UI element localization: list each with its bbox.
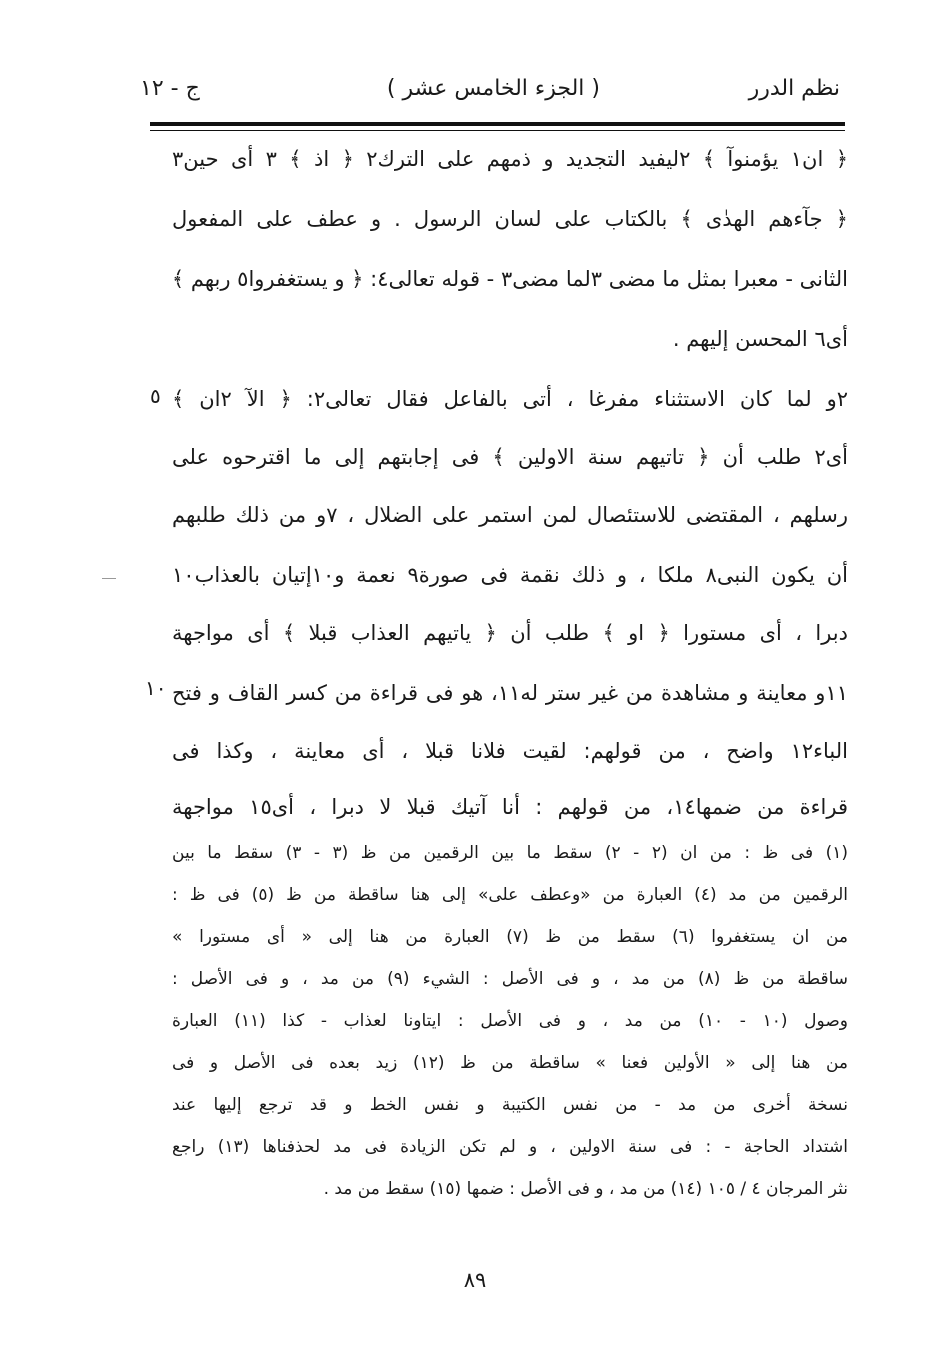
text-line: ﴿ ان١ يؤمنوآ ﴾ ٢ليفيد التجديد و ذمهم على الترك٢ ﴿ اذ ﴾ ٣ أى حين٣ bbox=[172, 147, 848, 171]
book-title: نظم الدرر bbox=[748, 76, 840, 101]
text-line: أى٢ طلب أن ﴿ تاتيهم سنة الاولين ﴾ فى إجابتهم إلى ما اقترحوه على bbox=[172, 445, 848, 469]
text-line: ﴿ جآءهم الهدٰى ﴾ بالكتاب على لسان الرسول . و عطف على المفعول bbox=[172, 207, 848, 231]
page-header bbox=[140, 76, 840, 116]
text-line: أن يكون النبى٨ ملكا ، و ذلك نقمة فى صورة٩ نعمة و١٠إتيان بالعذاب١٠ bbox=[172, 563, 848, 587]
footnote-line: من هنا إلى « الأولين فعنا » ساقطة من ظ (١٢) زيد بعده فى الأصل و فى bbox=[172, 1053, 848, 1073]
footnote-line: ساقطة من ظ (٨) من مد ، و فى الأصل : الشيء (٩) من مد ، و فى الأصل : bbox=[172, 969, 848, 989]
page-reference: ج - ١٢ bbox=[140, 76, 200, 101]
text-line: قراءة من ضمها١٤، من قولهم : أنا آتيك قبلا لا دبرا ، أى١٥ مواجهة bbox=[172, 795, 848, 819]
footnote-line: نسخة أخرى من مد - من نفس الكتيبة و نفس الخط و قد ترجع إليها عند bbox=[172, 1095, 848, 1115]
page-number: ٨٩ bbox=[463, 1268, 487, 1292]
footnote-line: الرقمين من مد (٤) العبارة من «وعطف على» إلى هنا ساقطة من ظ (٥) فى ظ : bbox=[172, 885, 848, 905]
part-title: ( الجزء الخامس عشر ) bbox=[386, 76, 600, 101]
header-rule-thin bbox=[150, 130, 845, 131]
footnote-line: اشتداد الحاجة - : فى سنة الاولين ، و لم تكن الزيادة فى مد لحذفناها (١٣) راجع bbox=[172, 1137, 848, 1157]
header-rule-thick bbox=[150, 122, 845, 126]
text-line: ٢و لما كان الاستثناء مفرغا ، أتى بالفاعل فقال تعالى٢: ﴿ الآ ٢ان ﴾ bbox=[172, 387, 848, 411]
text-line: دبرا ، أى مستورا ﴿ او ﴾ طلب أن ﴿ ياتيهم العذاب قبلا ﴾ أى مواجهة bbox=[172, 621, 848, 645]
footnote-line: من ان يستغفروا (٦) سقط من ظ (٧) العبارة من هنا إلى « أى مستورا » bbox=[172, 927, 848, 947]
margin-mark bbox=[102, 578, 116, 579]
line-number-5: ٥ bbox=[150, 384, 161, 408]
text-line: الثانى - معبرا بمثل ما مضى ٣لما مضى٣ - قوله تعالى٤: ﴿ و يستغفروا٥ ربهم ﴾ bbox=[172, 267, 848, 291]
text-line: رسلهم ، المقتضى للاستئصال لمن استمر على الضلال ، ٧و من ذلك طلبهم bbox=[172, 503, 848, 527]
footnote-line: وصول (١٠ - ١٠) من مد ، و فى الأصل : ايتاونا لعذاب - كذا (١١) العبارة bbox=[172, 1011, 848, 1031]
text-line: أى٦ المحسن إليهم . bbox=[672, 327, 848, 351]
text-line: ١١و معاينة و مشاهدة من غير ستر له١١، هو فى قراءة من كسر القاف و فتح bbox=[172, 681, 848, 705]
footnote-line: (١) فى ظ : من ان (٢ - ٢) سقط ما بين الرقمين من ظ (٣ - ٣) سقط ما بين bbox=[172, 843, 848, 863]
footnote-line: نثر المرجان ٤ / ١٠٥ (١٤) من مد ، و فى الأصل : ضمها (١٥) سقط من مد . bbox=[323, 1179, 848, 1199]
text-line: الباء١٢ واضح ، من قولهم: لقيت فلانا قبلا ، أى معاينة ، وكذا فى bbox=[172, 739, 848, 763]
line-number-10: ١٠ bbox=[145, 676, 167, 700]
